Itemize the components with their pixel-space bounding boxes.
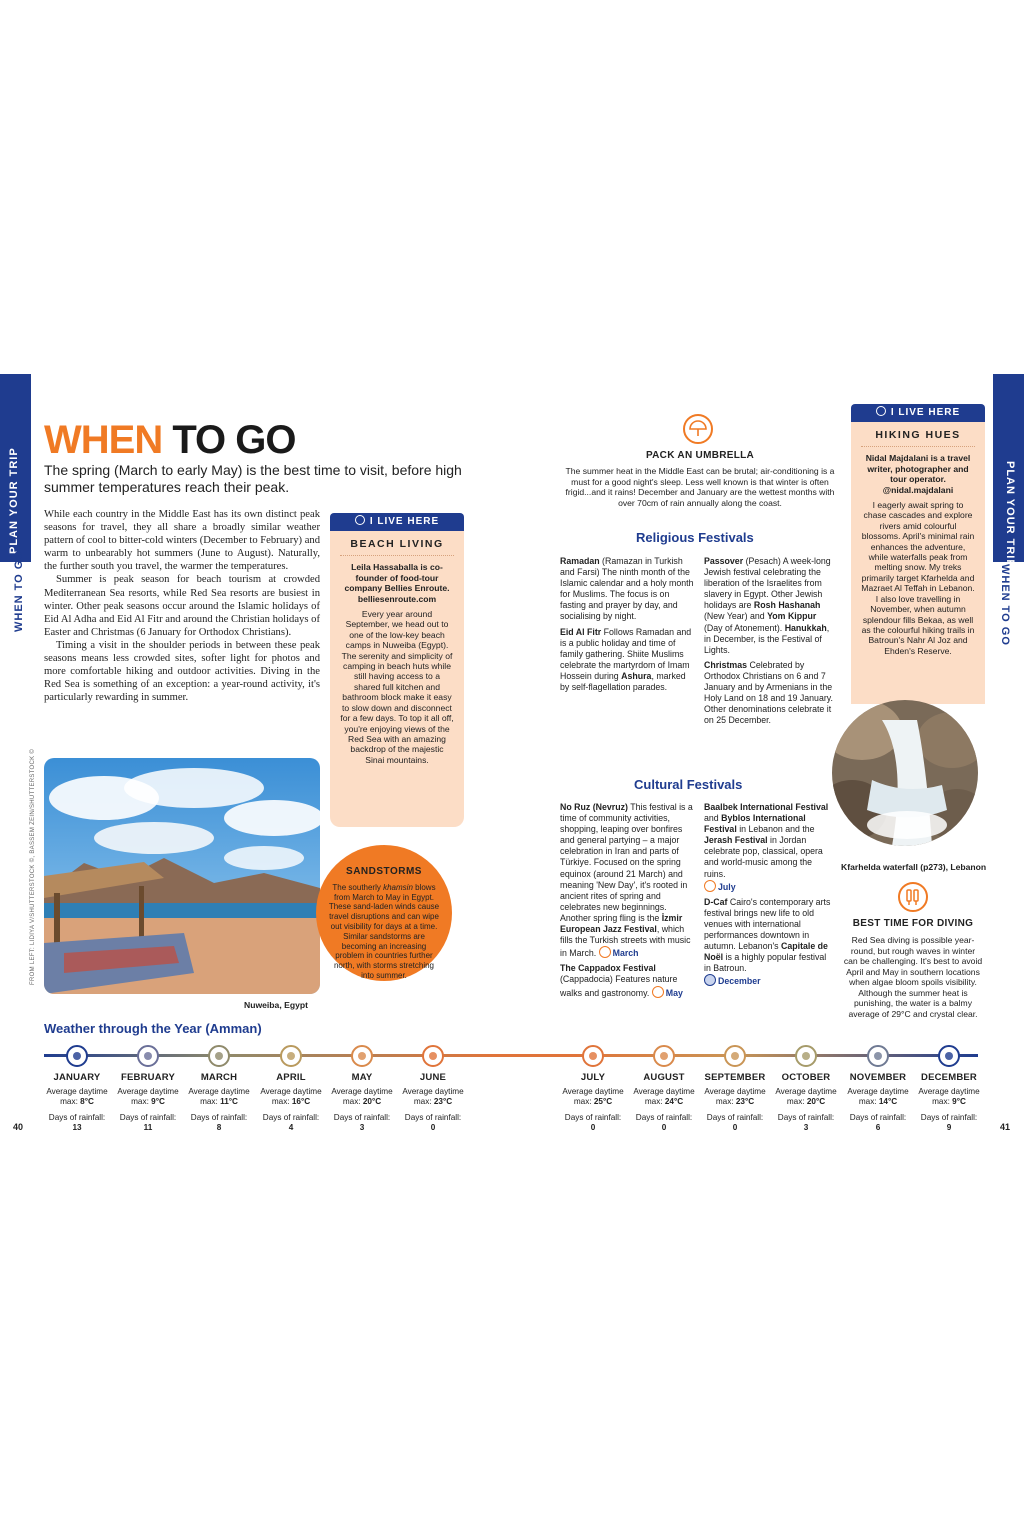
i-live-here-badge [851, 404, 985, 422]
festival-name: Jerash Festival [704, 835, 768, 846]
festival-desc: (Pesach) A week-long Jewish festival celebrating the liberation of the Israelites from slavery in Egypt. Other Jewish holidays are [704, 556, 831, 611]
month-name: MARCH [200, 1072, 238, 1083]
rain-value: 6 [875, 1123, 881, 1132]
weather-icon [280, 1045, 302, 1067]
temp-label: Average daytime max: [331, 1087, 393, 1106]
photo-credit: FROM LEFT: LIDIYA V/SHUTTERSTOCK ©, BASSEM ZEIN/SHUTTERSTOCK © [30, 748, 36, 985]
weather-icon [66, 1045, 88, 1067]
festival-name: Eid Al Fitr [560, 626, 602, 637]
weather-month [398, 1045, 468, 1133]
temp-label: Average daytime max: [918, 1087, 980, 1106]
festival-passover [704, 556, 836, 656]
festival-name: Ramadan [560, 556, 600, 566]
month-temp [629, 1087, 699, 1107]
festival-name: Yom Kippur [767, 611, 817, 622]
month-temp [113, 1087, 183, 1107]
festival-name: D-Caf [704, 896, 728, 907]
weather-icon [137, 1045, 159, 1067]
rain-label: Days of rainfall: [706, 1113, 764, 1122]
badge-label: I LIVE HERE [890, 407, 961, 418]
cultural-column-left [560, 802, 694, 1003]
sandstorms-title: SANDSTORMS [346, 866, 422, 877]
month-temp [42, 1087, 112, 1107]
rain-value: 0 [732, 1123, 738, 1132]
umbrella-text: The summer heat in the Middle East can be brutal; air-conditioning is a must for a good night's sleep. Less well known is that winter is often frigid...and it rains! December and January are the wettest months with over 70cm of rain annually along the coast. [565, 466, 835, 508]
festival-desc: Cairo's contemporary arts festival brings new life to old venues with international performances downtown in autumn. Lebanon's [704, 896, 831, 952]
festival-eid [560, 627, 694, 694]
weather-month [113, 1045, 183, 1133]
month-tag: March [612, 948, 639, 959]
hiking-hues-box [851, 422, 985, 704]
temp-value: 23°C [433, 1097, 453, 1106]
temp-value: 9°C [952, 1097, 966, 1106]
month-rain [184, 1113, 254, 1133]
umbrella-icon [683, 414, 713, 444]
weather-month [184, 1045, 254, 1133]
festival-desc: (Cappadocia) Features nature walks and gastronomy. [560, 974, 678, 998]
temp-value: 8°C [80, 1097, 94, 1106]
weather-icon [351, 1045, 373, 1067]
festival-desc: Follows Ramadan and is a public holiday and time of family gathering. Shiite Muslims celebrate the martyrdom of Imam Hossein during [560, 626, 692, 681]
month-name: JUNE [419, 1072, 447, 1083]
festival-desc: (Day of Atonement). [704, 622, 785, 633]
festival-name: Passover [704, 556, 744, 566]
month-tag: May [665, 987, 683, 998]
photo-caption: Kfarhelda waterfall (p273), Lebanon [841, 862, 987, 872]
left-section-label: WHEN TO GO [13, 550, 25, 632]
weather-icon [208, 1045, 230, 1067]
temp-label: Average daytime max: [847, 1087, 909, 1106]
month-temp [843, 1087, 913, 1107]
weather-month [327, 1045, 397, 1133]
temp-label: Average daytime max: [775, 1087, 837, 1106]
temp-label: Average daytime max: [46, 1087, 108, 1106]
temp-value: 14°C [878, 1097, 898, 1106]
temp-label: Average daytime max: [562, 1087, 624, 1106]
festival-name: Christmas [704, 659, 748, 670]
weather-month [629, 1045, 699, 1133]
temp-value: 16°C [291, 1097, 311, 1106]
religious-column-right [704, 556, 836, 730]
rain-value: 0 [590, 1123, 596, 1132]
festival-desc: in Jordan celebrate pop, classical, opera and world-music among the ruins. [704, 835, 823, 879]
weather-month [843, 1045, 913, 1133]
body-paragraph: While each country in the Middle East has its own distinct peak seasons for travel, they all share a broadly similar weather pattern of cool to bitter-cold winters (December to February) and warm to unbearably hot summers (June to August). Naturally, the further south you travel, the warmer the temperatures. [44, 509, 321, 573]
festival-name: Capitale de Noël [704, 941, 828, 963]
intro-text: The spring (March to early May) is the best time to visit, before high summer temperatures reach their peak. [44, 462, 462, 495]
month-rain [914, 1113, 984, 1133]
month-rain [327, 1113, 397, 1133]
weather-month [700, 1045, 770, 1133]
sandstorms-text-a: The southerly [332, 882, 384, 892]
rain-label: Days of rainfall: [564, 1113, 622, 1122]
rain-label: Days of rainfall: [48, 1113, 106, 1122]
waterfall-photo [832, 700, 978, 846]
festival-desc: , marked by self-flagellation parades. [560, 670, 686, 693]
month-temp [771, 1087, 841, 1107]
box-text: Every year around September, we head out to one of the low-key beach camps in Nuweiba (Egypt). The serenity and simplicity of camping in beach huts while still having access to a shared full kitchen and bathroom block make it easy to slow down and disconnect for a few days. To top it all off, you're enjoying views of the Red Sea with an amazing backdrop of the majestic Sinai mountains. [340, 609, 454, 765]
box-author: Nidal Majdalani is a travel writer, photographer and tour operator. @nidal.majdalani [865, 453, 971, 495]
location-pin-icon [876, 406, 886, 416]
page-number-right: 41 [1000, 1122, 1011, 1132]
spring-icon [599, 946, 611, 958]
festival-name: Rosh Hashanah [753, 600, 821, 611]
month-rain [42, 1113, 112, 1133]
festival-ramadan [560, 556, 694, 623]
diving-title: BEST TIME FOR DIVING [852, 918, 974, 929]
rain-label: Days of rainfall: [849, 1113, 907, 1122]
festival-desc: (Ramazan in Turkish and Farsi) The ninth month of the Islamic calendar and a holy month for Muslims. The focus is on fasting and prayer by day, and socialising by night. [560, 556, 694, 622]
temp-value: 20°C [806, 1097, 826, 1106]
sandstorms-text [328, 883, 440, 981]
temp-label: Average daytime max: [402, 1087, 464, 1106]
temp-value: 9°C [151, 1097, 165, 1106]
festival-name: Baalbek International Festival [704, 802, 829, 812]
festival-name: Hanukkah [784, 622, 827, 633]
rain-value: 11 [143, 1123, 153, 1132]
festival-desc: , which fills the Turkish streets with music in March. [560, 924, 691, 959]
temp-value: 24°C [664, 1097, 684, 1106]
festival-baalbek [704, 802, 832, 893]
month-rain [256, 1113, 326, 1133]
month-temp [256, 1087, 326, 1107]
month-tag: December [718, 976, 761, 987]
weather-month [42, 1045, 112, 1133]
beach-living-box [330, 531, 464, 827]
festival-name: Byblos International Festival [704, 813, 806, 835]
rain-value: 8 [216, 1123, 222, 1132]
rain-label: Days of rainfall: [635, 1113, 693, 1122]
festival-cappadox [560, 963, 694, 998]
month-rain [843, 1113, 913, 1133]
rain-label: Days of rainfall: [777, 1113, 835, 1122]
rain-value: 9 [946, 1123, 952, 1132]
sun-icon [704, 880, 716, 892]
location-pin-icon [355, 515, 365, 525]
rain-value: 0 [661, 1123, 667, 1132]
month-name: NOVEMBER [849, 1072, 907, 1083]
weather-icon [653, 1045, 675, 1067]
right-tab-text: PLAN YOUR TRIP [1004, 461, 1016, 568]
festival-noruz [560, 802, 694, 959]
box-author: Leila Hassaballa is co-founder of food-tour company Bellies Enroute. belliesenroute.com [344, 562, 450, 604]
photo-caption: Nuweiba, Egypt [244, 1000, 308, 1010]
waterfall-illustration [832, 700, 978, 846]
cultural-column-right [704, 802, 832, 992]
nuweiba-photo [44, 758, 320, 994]
weather-month [256, 1045, 326, 1133]
rain-value: 3 [359, 1123, 365, 1132]
rain-label: Days of rainfall: [920, 1113, 978, 1122]
temp-value: 23°C [735, 1097, 755, 1106]
weather-month [771, 1045, 841, 1133]
rain-label: Days of rainfall: [119, 1113, 177, 1122]
weather-icon [867, 1045, 889, 1067]
religious-festivals-heading: Religious Festivals [636, 530, 754, 545]
month-rain [629, 1113, 699, 1133]
rain-value: 3 [803, 1123, 809, 1132]
box-heading: BEACH LIVING [340, 539, 454, 556]
weather-icon [582, 1045, 604, 1067]
temp-label: Average daytime max: [188, 1087, 250, 1106]
month-name: OCTOBER [781, 1072, 831, 1083]
weather-month [914, 1045, 984, 1133]
month-name: AUGUST [643, 1072, 685, 1083]
month-name: JULY [580, 1072, 606, 1083]
right-section-label: WHEN TO GO [999, 564, 1011, 646]
box-text: I eagerly await spring to chase cascades and explore rivers amid colourful blossoms. April's minimal rain enhances the adventure, while waterfalls peak from melting snow. My treks primarily target Kfarhelda and Mazraet Al Teffah in Lebanon. I also love travelling in November, when autumn splendour fills Bekaa, as well as the colourful hiking trails in Batroun's Nahr Al Joz and Ehden's Reserve. [861, 500, 975, 656]
body-paragraph: Summer is peak season for beach tourism at crowded Mediterranean Sea resorts, while Red Sea resorts are busiest in winter. Other peak seasons occur around the Islamic holidays of Eid Al Adha and Eid Al Fitr and around the Christian holidays of Easter and Christmas (6 January for Orthodox Christians). [44, 574, 320, 638]
weather-icon [422, 1045, 444, 1067]
month-name: APRIL [276, 1072, 306, 1083]
month-temp [700, 1087, 770, 1107]
body-text [44, 508, 320, 704]
festival-name: Ashura [621, 670, 652, 681]
rain-label: Days of rainfall: [262, 1113, 320, 1122]
festival-name: The Cappadox Festival [560, 963, 656, 974]
weather-icon [795, 1045, 817, 1067]
festival-desc: , in December, is the Festival of Lights. [704, 622, 830, 655]
page-number-left: 40 [13, 1122, 24, 1132]
title-part-dark: TO GO [172, 418, 296, 462]
month-rain [558, 1113, 628, 1133]
month-name: JANUARY [53, 1072, 101, 1083]
temp-label: Average daytime max: [260, 1087, 322, 1106]
month-temp [398, 1087, 468, 1107]
sandstorms-text-b: blows from March to May in Egypt. These sand-laden winds cause travel disruptions and can wipe out visibility for days at a time. Similar sandstorms are becoming an increasing problem in countries further north, with storms stretching into summer. [328, 882, 440, 980]
month-rain [771, 1113, 841, 1133]
badge-label: I LIVE HERE [369, 516, 440, 527]
festival-christmas [704, 660, 836, 727]
sandstorms-text-italic: khamsin [383, 882, 413, 892]
sandstorms-callout [316, 845, 452, 981]
rain-label: Days of rainfall: [190, 1113, 248, 1122]
rain-value: 4 [288, 1123, 294, 1132]
page-title [44, 418, 296, 463]
festival-desc: (New Year) and [704, 611, 768, 622]
festival-desc: This festival is a time of community activities, shopping, leaping over bonfires and general partying – a major celebration in Iran and parts of Türkiye. Focused on the spring equinox (around 21 March) and meaning 'New Day', it's rooted in ancient rites of spring and celebrates new beginnings. Another spring fling is the [560, 802, 693, 923]
month-rain [398, 1113, 468, 1133]
month-rain [700, 1113, 770, 1133]
temp-label: Average daytime max: [704, 1087, 766, 1106]
temp-label: Average daytime max: [117, 1087, 179, 1106]
month-name: SEPTEMBER [704, 1072, 766, 1083]
diving-mask-icon [898, 882, 928, 912]
cultural-festivals-heading: Cultural Festivals [634, 777, 743, 792]
umbrella-title: PACK AN UMBRELLA [645, 450, 755, 461]
weather-heading: Weather through the Year (Amman) [44, 1021, 262, 1036]
temp-value: 20°C [362, 1097, 382, 1106]
body-paragraph: Timing a visit in the shoulder periods in between these peak seasons means less crowded sites, softer light for photos and more comfortable hiking and outdoor activities. Diving in the Red Sea is something of an exception: a year-round activity, it's particularly rewarding in summer. [44, 639, 320, 704]
rain-value: 0 [430, 1123, 436, 1132]
festival-desc: and [704, 813, 722, 824]
festival-dcaf [704, 897, 832, 988]
right-section-tab [993, 374, 1024, 568]
diving-text: Red Sea diving is possible year-round, but rough waves in winter can be challenging. It's best to avoid April and May in southern locations when algae bloom spoils visibility. Although the summer heat is punishing, the water is a balmy average of 29°C and crystal clear. [843, 935, 983, 1019]
rain-label: Days of rainfall: [404, 1113, 462, 1122]
left-tab-text: PLAN YOUR TRIP [8, 447, 20, 554]
festival-desc: in Lebanon and the [736, 824, 815, 835]
box-heading: HIKING HUES [861, 430, 975, 447]
weather-icon [724, 1045, 746, 1067]
month-tag: July [718, 881, 736, 892]
beach-camp-illustration [44, 758, 320, 994]
sun-icon [652, 986, 664, 998]
weather-icon [938, 1045, 960, 1067]
rain-label: Days of rainfall: [333, 1113, 391, 1122]
rain-value: 13 [72, 1123, 82, 1132]
month-temp [914, 1087, 984, 1107]
snow-icon [704, 974, 716, 986]
month-name: DECEMBER [921, 1072, 977, 1083]
temp-label: Average daytime max: [633, 1087, 695, 1106]
month-temp [558, 1087, 628, 1107]
month-name: MAY [351, 1072, 373, 1083]
month-name: FEBRUARY [120, 1072, 176, 1083]
religious-column-left [560, 556, 694, 697]
temp-value: 25°C [593, 1097, 613, 1106]
weather-month [558, 1045, 628, 1133]
title-part-orange: WHEN [44, 418, 163, 462]
left-section-tab [0, 374, 31, 562]
festival-name: İzmir European Jazz Festival [560, 912, 683, 935]
i-live-here-badge [330, 513, 464, 531]
festival-desc: Celebrated by Orthodox Christians on 6 and 7 January and by Armenians in the Holy Land on 18 and 19 January. Other denominations celebrate it on 25 December. [704, 659, 833, 726]
festival-desc: is a highly popular festival in Batroun. [704, 952, 827, 974]
temp-value: 11°C [220, 1097, 238, 1106]
month-temp [327, 1087, 397, 1107]
festival-name: No Ruz (Nevruz) [560, 802, 628, 812]
month-temp [184, 1087, 254, 1107]
month-rain [113, 1113, 183, 1133]
